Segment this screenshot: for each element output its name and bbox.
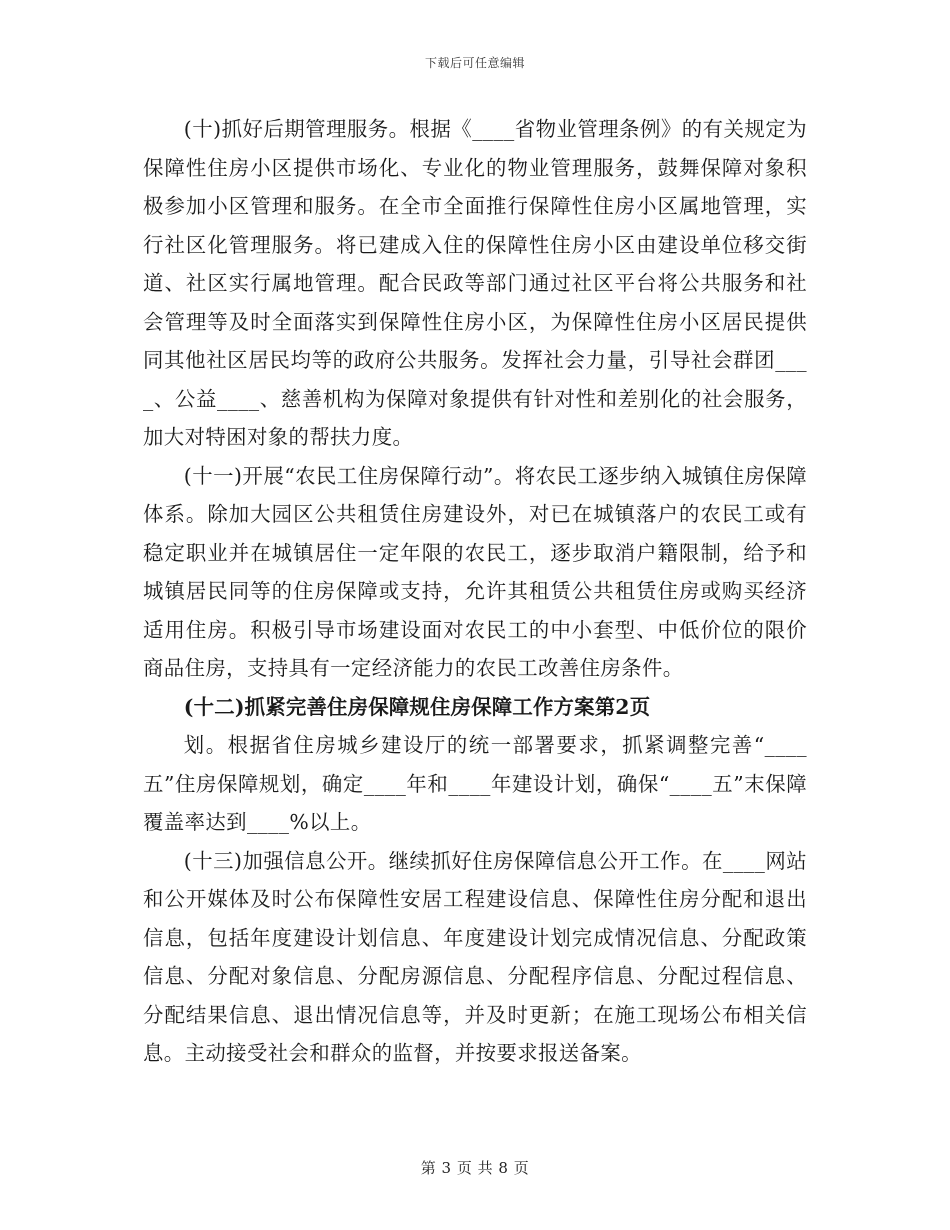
section-heading: (十二)抓紧完善住房保障规住房保障工作方案第2页: [183, 694, 651, 719]
page-number: 第 3 页 共 8 页: [420, 1159, 530, 1177]
paragraph-management-services: (十)抓好后期管理服务。根据《____省物业管理条例》的有关规定为保障性住房小区提供市场化、专业化的物业管理服务，鼓舞保障对象积极参加小区管理和服务。在全市全面推行保障性住房小区属地管理，实行社区化管理服务。将已建成入住的保障性住房小区由建设单位移交街道、社区实行属地管理。配合民政等部门通过社区平台将公共服务和社会管理等及时全面落实到保障性住房小区，为保障性住房小区居民提供同其他社区居民均等的政府公共服务。发挥社会力量，引导社会群团____、公益____、慈善机构为保障对象提供有针对性和差别化的社会服务，加大对特困对象的帮扶力度。: [143, 117, 807, 449]
page-header: 下载后可任意编辑: [424, 56, 525, 70]
document-body: [143, 110, 807, 1073]
paragraph-information-disclosure: (十三)加强信息公开。继续抓好住房保障信息公开工作。在____网站和公开媒体及时公布保障性安居工程建设信息、保障性住房分配和退出信息，包括年度建设计划信息、年度建设计划完成情况信息、分配政策信息、分配对象信息、分配房源信息、分配程序信息、分配过程信息、分配结果信息、退出情况信息等，并及时更新；在施工现场公布相关信息。主动接受社会和群众的监督，并按要求报送备案。: [143, 848, 807, 1065]
paragraph-migrant-worker-housing: (十一)开展“农民工住房保障行动”。将农民工逐步纳入城镇住房保障体系。除加大园区公共租赁住房建设外，对已在城镇落户的农民工或有稳定职业并在城镇居住一定年限的农民工，逐步取消户籍限制，给予和城镇居民同等的住房保障或支持，允许其租赁公共租赁住房或购买经济适用住房。积极引导市场建设面对农民工的中小套型、中低价位的限价商品住房，支持具有一定经济能力的农民工改善住房条件。: [143, 463, 807, 680]
paragraph-housing-plan: 划。根据省住房城乡建设厅的统一部署要求，抓紧调整完善“____五”住房保障规划，确定____年和____年建设计划，确保“____五”末保障覆盖率达到____%以上。: [143, 733, 807, 834]
